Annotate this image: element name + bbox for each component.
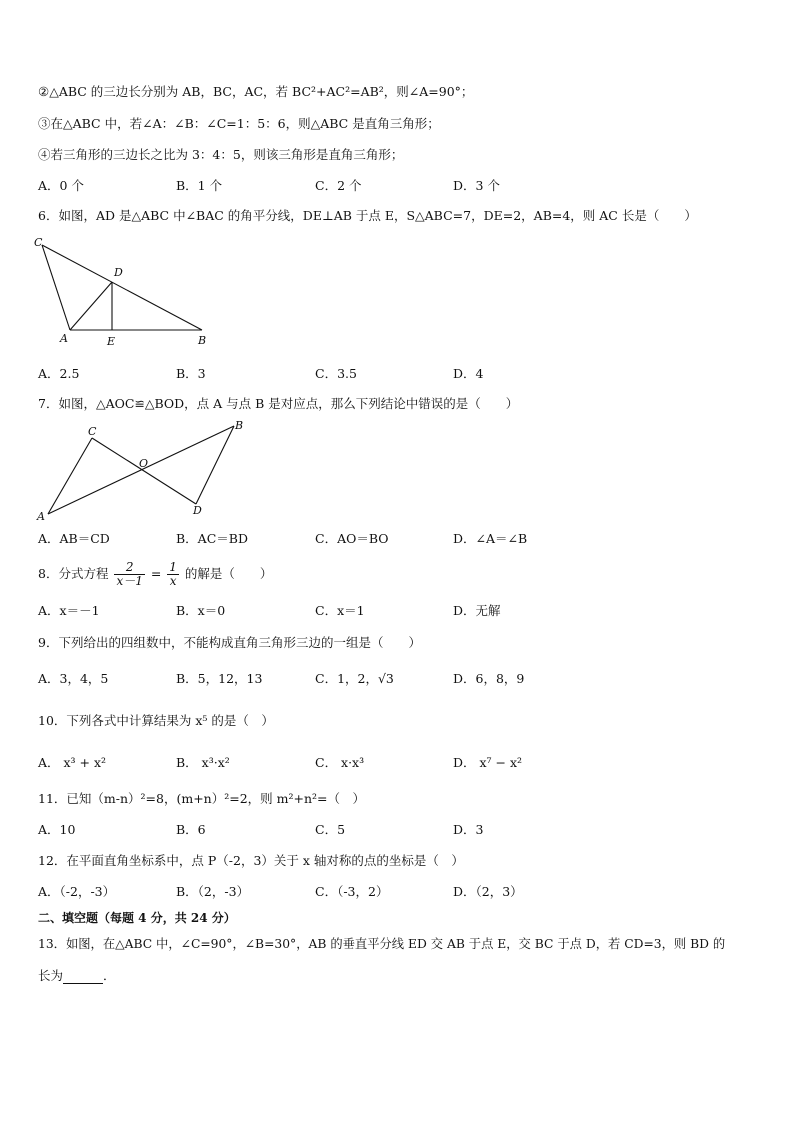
q7-segment-cd <box>92 438 196 504</box>
q9-stem: 9．下列给出的四组数中，不能构成直角三角形三边的一组是（ ） <box>38 635 421 650</box>
q7-label-c: C <box>88 425 97 438</box>
q13-answer-blank[interactable] <box>63 971 103 984</box>
q8-fraction-right-numerator: 1 <box>169 560 177 574</box>
q9-option-b: B．5，12，13 <box>176 671 263 686</box>
q10-option-b: B． x³·x² <box>176 755 230 770</box>
q6-stem: 6．如图，AD 是△ABC 中∠BAC 的角平分线，DE⊥AB 于点 E，S△ABC=7，DE=2，AB=4，则 AC 长是（ ） <box>38 208 697 223</box>
q7-stem: 7．如图，△AOC≌△BOD，点 A 与点 B 是对应点，那么下列结论中错误的是（ ） <box>38 396 519 411</box>
q6-label-b: B <box>198 334 207 347</box>
q5-option-d: D．3 个 <box>453 178 500 193</box>
q13-stem-prefix: 长为 <box>38 968 64 983</box>
q10-option-a: A． x³ + x² <box>38 755 107 770</box>
q7-label-a: A <box>37 510 45 523</box>
q8-fraction-right-denominator: x <box>169 574 177 588</box>
q7-congruent-figure <box>34 418 254 526</box>
q10-option-c: C． x·x³ <box>315 755 365 770</box>
q8-fraction-left <box>114 561 144 588</box>
q5-option-c: C．2 个 <box>315 178 362 193</box>
q7-label-o: O <box>139 457 149 470</box>
q8-fraction-left-numerator: 2 <box>114 561 144 575</box>
q7-label-b: B <box>235 419 244 432</box>
q7-segment-bd <box>196 426 234 504</box>
q9-option-d: D．6，8，9 <box>453 671 525 686</box>
q8-stem-suffix: 的解是（ ） <box>184 566 273 581</box>
section-heading-fill-in: 二、填空题（每题 4 分，共 24 分） <box>38 911 236 925</box>
q5-statement-2: ②△ABC 的三边长分别为 AB，BC，AC，若 BC²+AC²=AB²，则∠A=90°； <box>38 84 474 99</box>
q7-option-c: C．AO＝BO <box>315 531 389 546</box>
q6-triangle-figure <box>30 232 220 352</box>
q7-label-d: D <box>193 504 202 517</box>
q13-stem-line2 <box>38 968 116 984</box>
q5-statement-3: ③在△ABC 中，若∠A：∠B：∠C=1：5：6，则△ABC 是直角三角形； <box>38 116 440 131</box>
q11-option-d: D．3 <box>453 822 484 837</box>
q8-stem-prefix: 8．分式方程 <box>38 566 109 581</box>
q8-option-c: C．x＝1 <box>315 603 365 618</box>
q10-stem: 10．下列各式中计算结果为 x⁵ 的是（ ） <box>38 713 274 728</box>
q7-option-d: D．∠A＝∠B <box>453 531 528 546</box>
q11-stem: 11．已知（m-n）²=8，(m+n）²=2，则 m²+n²=（ ） <box>38 791 366 806</box>
q7-option-a: A．AB＝CD <box>38 531 110 546</box>
q12-option-c: C．（-3，2） <box>315 884 389 899</box>
q5-option-a: A．0 个 <box>38 178 84 193</box>
q6-option-d: D．4 <box>453 366 484 381</box>
q8-option-d: D．无解 <box>453 603 501 618</box>
q12-option-a: A．（-2，-3） <box>38 884 116 899</box>
q8-fraction-left-denominator: x－1 <box>116 574 143 588</box>
q6-option-b: B．3 <box>176 366 206 381</box>
q9-option-a: A．3，4，5 <box>38 671 109 686</box>
q13-stem-suffix: ． <box>103 968 116 983</box>
q8-fraction-right <box>167 561 179 588</box>
q5-option-b: B．1 个 <box>176 178 223 193</box>
q8-stem <box>38 557 272 591</box>
q8-option-b: B．x＝0 <box>176 603 226 618</box>
q12-option-b: B．（2，-3） <box>176 884 250 899</box>
q11-option-c: C．5 <box>315 822 346 837</box>
q12-option-d: D．（2，3） <box>453 884 523 899</box>
q6-option-a: A．2.5 <box>38 366 80 381</box>
q7-segment-ac <box>48 438 92 514</box>
q6-label-a: A <box>60 332 68 345</box>
q7-option-b: B．AC＝BD <box>176 531 248 546</box>
q6-label-d: D <box>114 266 123 279</box>
q6-label-c: C <box>34 236 43 249</box>
q6-bisector-ad <box>70 282 112 330</box>
q11-option-a: A．10 <box>38 822 76 837</box>
q6-option-c: C．3.5 <box>315 366 357 381</box>
q13-stem-line1: 13．如图，在△ABC 中，∠C=90°，∠B=30°，AB 的垂直平分线 ED 交 AB 于点 E，交 BC 于点 D，若 CD=3，则 BD 的 <box>38 937 726 951</box>
q11-option-b: B．6 <box>176 822 206 837</box>
q10-option-d: D． x⁷ − x² <box>453 755 523 770</box>
q7-segment-ab <box>48 426 234 514</box>
q12-stem: 12．在平面直角坐标系中，点 P（-2，3）关于 x 轴对称的点的坐标是（ ） <box>38 853 464 868</box>
q8-equals-sign: = <box>150 566 162 581</box>
q5-statement-4: ④若三角形的三边长之比为 3：4：5，则该三角形是直角三角形； <box>38 147 404 162</box>
q8-option-a: A．x＝－1 <box>38 603 100 618</box>
q6-label-e: E <box>107 335 116 348</box>
q9-option-c: C．1，2，√3 <box>315 671 394 686</box>
